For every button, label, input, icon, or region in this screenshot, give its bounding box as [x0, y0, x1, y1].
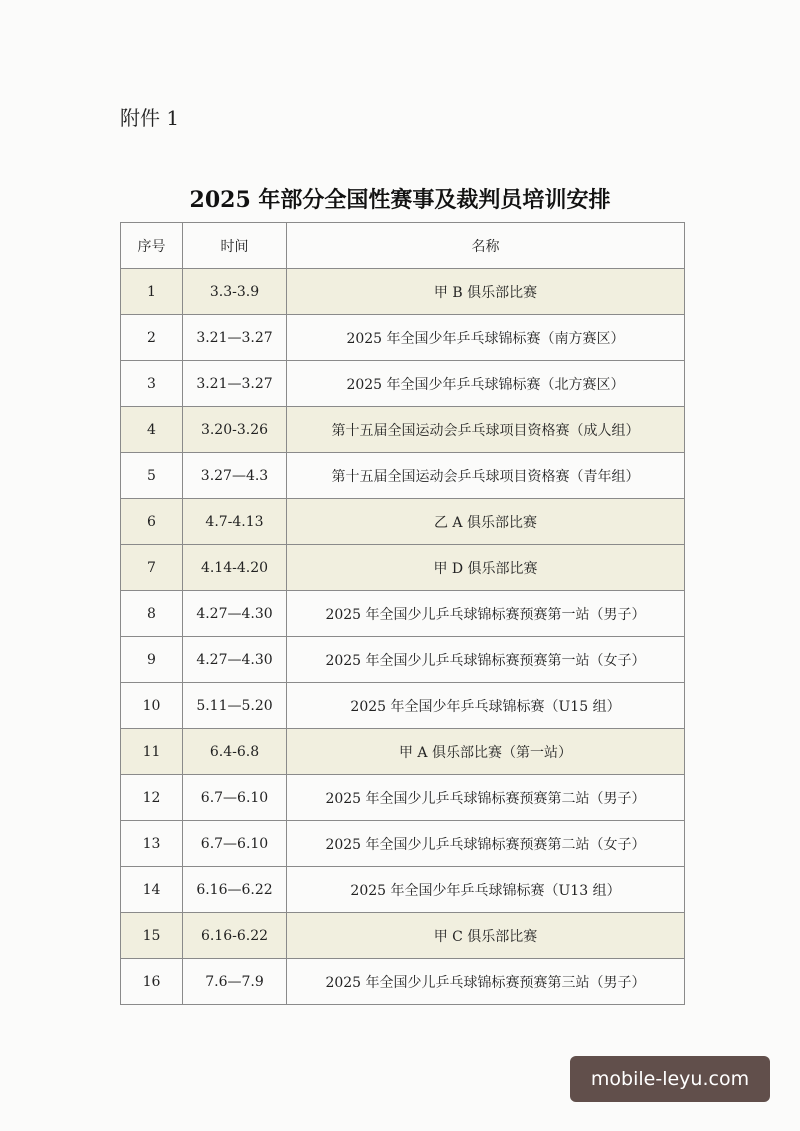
cell-name: 2025 年全国少儿乒乓球锦标赛预赛第一站（男子）	[287, 591, 685, 637]
table-row	[121, 361, 685, 407]
table-row	[121, 729, 685, 775]
cell-name: 2025 年全国少儿乒乓球锦标赛预赛第三站（男子）	[287, 959, 685, 1005]
table-row	[121, 453, 685, 499]
cell-name: 2025 年全国少年乒乓球锦标赛（北方赛区）	[287, 361, 685, 407]
cell-time: 6.4-6.8	[183, 729, 287, 775]
cell-number: 7	[121, 545, 183, 591]
cell-time: 6.7—6.10	[183, 821, 287, 867]
header-name: 名称	[287, 223, 685, 269]
cell-name: 2025 年全国少年乒乓球锦标赛（U13 组）	[287, 867, 685, 913]
cell-number: 12	[121, 775, 183, 821]
table-row	[121, 407, 685, 453]
table-row	[121, 867, 685, 913]
cell-time: 3.21—3.27	[183, 361, 287, 407]
table-row	[121, 821, 685, 867]
cell-name: 甲 B 俱乐部比赛	[287, 269, 685, 315]
cell-time: 6.16—6.22	[183, 867, 287, 913]
cell-number: 14	[121, 867, 183, 913]
cell-number: 6	[121, 499, 183, 545]
cell-name: 2025 年全国少儿乒乓球锦标赛预赛第二站（女子）	[287, 821, 685, 867]
cell-number: 16	[121, 959, 183, 1005]
cell-number: 9	[121, 637, 183, 683]
header-number: 序号	[121, 223, 183, 269]
cell-number: 3	[121, 361, 183, 407]
cell-name: 2025 年全国少年乒乓球锦标赛（南方赛区）	[287, 315, 685, 361]
cell-number: 2	[121, 315, 183, 361]
table-row	[121, 683, 685, 729]
cell-number: 15	[121, 913, 183, 959]
cell-time: 3.3-3.9	[183, 269, 287, 315]
cell-name: 第十五届全国运动会乒乓球项目资格赛（青年组）	[287, 453, 685, 499]
cell-name: 第十五届全国运动会乒乓球项目资格赛（成人组）	[287, 407, 685, 453]
cell-number: 4	[121, 407, 183, 453]
header-time: 时间	[183, 223, 287, 269]
table-row	[121, 591, 685, 637]
table-row	[121, 913, 685, 959]
table-header-row	[121, 223, 685, 269]
table-row	[121, 959, 685, 1005]
cell-name: 2025 年全国少儿乒乓球锦标赛预赛第二站（男子）	[287, 775, 685, 821]
cell-time: 3.20-3.26	[183, 407, 287, 453]
table-row	[121, 269, 685, 315]
cell-name: 甲 A 俱乐部比赛（第一站）	[287, 729, 685, 775]
cell-time: 3.27—4.3	[183, 453, 287, 499]
cell-number: 10	[121, 683, 183, 729]
cell-time: 7.6—7.9	[183, 959, 287, 1005]
watermark-badge: mobile-leyu.com	[570, 1056, 770, 1102]
cell-time: 4.14-4.20	[183, 545, 287, 591]
cell-name: 2025 年全国少年乒乓球锦标赛（U15 组）	[287, 683, 685, 729]
table-row	[121, 315, 685, 361]
cell-time: 3.21—3.27	[183, 315, 287, 361]
cell-name: 乙 A 俱乐部比赛	[287, 499, 685, 545]
document-title: 2025 年部分全国性赛事及裁判员培训安排	[189, 187, 611, 213]
table-row	[121, 637, 685, 683]
cell-number: 5	[121, 453, 183, 499]
cell-name: 甲 C 俱乐部比赛	[287, 913, 685, 959]
cell-time: 5.11—5.20	[183, 683, 287, 729]
table-row	[121, 499, 685, 545]
attachment-label: 附件 1	[120, 106, 180, 130]
table-row	[121, 545, 685, 591]
cell-number: 1	[121, 269, 183, 315]
cell-time: 4.27—4.30	[183, 637, 287, 683]
cell-time: 4.27—4.30	[183, 591, 287, 637]
cell-number: 11	[121, 729, 183, 775]
cell-number: 13	[121, 821, 183, 867]
cell-time: 6.16-6.22	[183, 913, 287, 959]
table-row	[121, 775, 685, 821]
cell-time: 6.7—6.10	[183, 775, 287, 821]
cell-number: 8	[121, 591, 183, 637]
cell-name: 2025 年全国少儿乒乓球锦标赛预赛第一站（女子）	[287, 637, 685, 683]
cell-time: 4.7-4.13	[183, 499, 287, 545]
schedule-table	[120, 222, 685, 1005]
cell-name: 甲 D 俱乐部比赛	[287, 545, 685, 591]
